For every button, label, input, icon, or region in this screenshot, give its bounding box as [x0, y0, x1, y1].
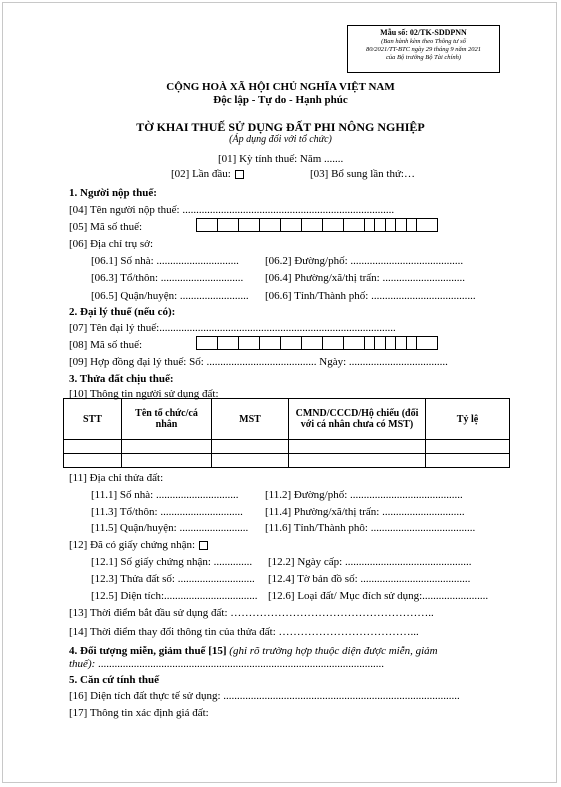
- field-12-1[interactable]: [12.1] Số giấy chứng nhận: ..............: [91, 556, 253, 568]
- field-16-area[interactable]: [16] Diện tích đất thực tế sử dụng: ......................................................................................: [69, 690, 460, 702]
- field-12-label: [12] Đã có giấy chứng nhận:: [69, 539, 196, 551]
- field-06-6[interactable]: [06.6] Tỉnh/Thành phố: ......................................: [265, 290, 476, 302]
- section-2-title: 2. Đại lý thuế (nếu có):: [69, 306, 176, 318]
- form-note: (Ban hành kèm theo Thông tư số: [381, 38, 466, 45]
- field-12-3[interactable]: [12.3] Thửa đất số: ............................: [91, 573, 255, 585]
- field-10-land-user-info: [10] Thông tin người sử dụng đất:: [69, 388, 219, 400]
- section-3-title: 3. Thửa đất chịu thuế:: [69, 373, 174, 385]
- field-17-price-info: [17] Thông tin xác định giá đất:: [69, 707, 209, 719]
- field-06-5[interactable]: [06.5] Quận/huyện: .........................: [91, 290, 249, 302]
- table-row[interactable]: [64, 454, 510, 468]
- field-13-start-date[interactable]: [13] Thời điểm bắt đầu sử dụng đất: ………………………………………………..: [69, 607, 434, 619]
- form-note: 80/2021/TT-BTC ngày 29 tháng 9 năm 2021: [365, 46, 482, 53]
- field-02-label: [02] Lần đầu:: [171, 168, 231, 180]
- motto: Độc lập - Tự do - Hạnh phúc: [213, 94, 348, 106]
- section-4-note: (ghi rõ trường hợp thuộc diện được miễn, giảm: [229, 645, 438, 657]
- field-14-change-date[interactable]: [14] Thời điểm thay đổi thông tin của thửa đất: ………………………………...: [69, 626, 419, 638]
- tax-code-suffix-cells[interactable]: [374, 218, 437, 232]
- form-subtitle: (Áp dụng đối với tổ chức): [229, 134, 332, 145]
- field-07-agent-name[interactable]: [07] Tên đại lý thuế:......................................................................................: [69, 322, 396, 334]
- field-12-6[interactable]: [12.6] Loại đất/ Mục đích sử dụng:........................: [268, 590, 489, 602]
- field-06-3[interactable]: [06.3] Tổ/thôn: ..............................: [91, 272, 244, 284]
- field-05-label: [05] Mã số thuế:: [69, 221, 143, 233]
- country-name: CỘNG HOÀ XÃ HỘI CHỦ NGHĨA VIỆT NAM: [166, 81, 395, 93]
- form-number-box: [347, 25, 500, 73]
- field-03-supplement[interactable]: [03] Bổ sung lần thứ:…: [310, 168, 415, 180]
- section-4-title: 4. Đối tượng miễn, giảm thuế [15]: [69, 645, 227, 657]
- field-11-5[interactable]: [11.5] Quận/huyện: .........................: [91, 522, 249, 534]
- certificate-checkbox[interactable]: [199, 541, 208, 550]
- section-4-line2[interactable]: thuế): ........................................................................................................: [69, 658, 385, 670]
- first-time-checkbox[interactable]: [235, 170, 244, 179]
- field-08-label: [08] Mã số thuế:: [69, 339, 143, 351]
- form-title: TỜ KHAI THUẾ SỬ DỤNG ĐẤT PHI NÔNG NGHIỆP: [136, 120, 425, 134]
- field-12-5[interactable]: [12.5] Diện tích:..................................: [91, 590, 258, 602]
- form-note: của Bộ trưởng Bộ Tài chính): [385, 54, 462, 61]
- field-06-4[interactable]: [06.4] Phường/xã/thị trấn: ..............................: [265, 272, 465, 284]
- form-code: Mẫu số: 02/TK-SDDPNN: [380, 28, 467, 37]
- section-5-title: 5. Căn cứ tính thuế: [69, 674, 160, 686]
- field-12-2[interactable]: [12.2] Ngày cấp: ..............................................: [268, 556, 472, 568]
- field-12-4[interactable]: [12.4] Tờ bản đồ số: ........................................: [268, 573, 471, 585]
- field-12-certificate[interactable]: [69, 539, 208, 552]
- field-02-first-time[interactable]: [171, 168, 244, 181]
- section-4-line: [69, 645, 438, 658]
- col-org-name: Tên tổ chức/cá nhân: [122, 399, 212, 440]
- section-1-title: 1. Người nộp thuế:: [69, 187, 157, 199]
- field-04-taxpayer-name[interactable]: [04] Tên người nộp thuế: .............................................................................: [69, 204, 395, 216]
- field-06-1[interactable]: [06.1] Số nhà: ..............................: [91, 255, 239, 267]
- field-11-4[interactable]: [11.4] Phường/xã/thị trấn: ..............................: [265, 506, 465, 518]
- field-06-address: [06] Địa chỉ trụ sở:: [69, 238, 154, 250]
- table-row[interactable]: [64, 440, 510, 454]
- field-09-contract[interactable]: [09] Hợp đồng đại lý thuế: Số: ........................................ Ngày: ....................................: [69, 356, 448, 368]
- field-06-2[interactable]: [06.2] Đường/phố: .........................................: [265, 255, 464, 267]
- table-header-row: [64, 399, 510, 440]
- field-01-period[interactable]: [01] Kỳ tính thuế: Năm .......: [218, 153, 344, 165]
- col-mst: MST: [212, 399, 289, 440]
- field-11-6[interactable]: [11.6] Tỉnh/Thành phô: ......................................: [265, 522, 476, 534]
- col-id: CMND/CCCD/Hộ chiếu (đối với cá nhân chưa có MST): [289, 399, 426, 440]
- land-user-table: [63, 398, 510, 468]
- field-11-land-address: [11] Địa chỉ thửa đất:: [69, 472, 164, 484]
- agent-tax-code-suffix-cells[interactable]: [374, 336, 437, 350]
- field-11-2[interactable]: [11.2] Đường/phố: .........................................: [265, 489, 463, 501]
- field-11-1[interactable]: [11.1] Số nhà: ..............................: [91, 489, 239, 501]
- col-stt: STT: [64, 399, 122, 440]
- field-11-3[interactable]: [11.3] Tổ/thôn: ..............................: [91, 506, 243, 518]
- col-ratio: Tỷ lệ: [426, 399, 510, 440]
